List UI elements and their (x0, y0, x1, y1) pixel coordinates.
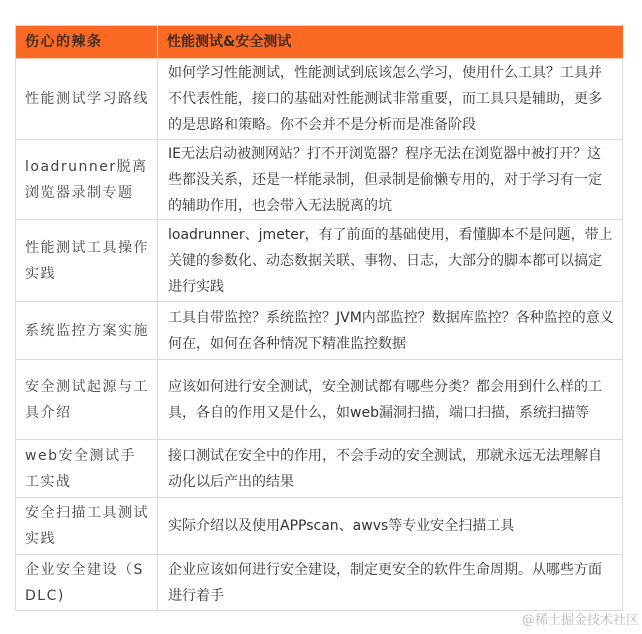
table-row (16, 302, 623, 360)
row-description: 工具自带监控？系统监控？JVM内部监控？数据库监控？各种监控的意义何在，如何在各种情况下精准监控数据 (158, 302, 623, 360)
row-topic: 企业安全建设（SDLC) (16, 555, 158, 611)
header-col-topic: 伤心的辣条 (16, 26, 158, 59)
watermark: @稀土掘金技术社区 (521, 613, 639, 628)
row-description: 实际介绍以及使用APPscan、awvs等专业安全扫描工具 (158, 498, 623, 555)
table-row (16, 555, 623, 611)
table-row (16, 59, 623, 140)
row-description: IE无法启动被测网站？打不开浏览器？程序无法在浏览器中被打开？这些都没关系，还是一样能录制，但录制是偷懒专用的，对于学习有一定的辅助作用，也会带入无法脱离的坑 (158, 140, 623, 220)
table-row (16, 360, 623, 440)
row-description: loadrunner、jmeter，有了前面的基础使用，看懂脚本不是问题，带上关键的参数化、动态数据关联、事物、日志，大部分的脚本都可以搞定进行实践 (158, 220, 623, 302)
row-description: 企业应该如何进行安全建设，制定更安全的软件生命周期。从哪些方面进行着手 (158, 555, 623, 611)
row-description: 应该如何进行安全测试，安全测试都有哪些分类？都会用到什么样的工具，各自的作用又是什么，如web漏洞扫描，端口扫描，系统扫描等 (158, 360, 623, 440)
row-topic: 性能测试工具操作实践 (16, 220, 158, 302)
table-row (16, 440, 623, 498)
row-description: 如何学习性能测试，性能测试到底该怎么学习，使用什么工具？工具并不代表性能，接口的基础对性能测试非常重要，而工具只是辅助，更多的是思路和策略。你不会并不是分析而是准备阶段 (158, 59, 623, 140)
row-topic: 系统监控方案实施 (16, 302, 158, 360)
row-description: 接口测试在安全中的作用，不会手动的安全测试，那就永远无法理解自动化以后产出的结果 (158, 440, 623, 498)
row-topic: 安全测试起源与工具介绍 (16, 360, 158, 440)
row-topic: 安全扫描工具测试实践 (16, 498, 158, 555)
row-topic: loadrunner脱离浏览器录制专题 (16, 140, 158, 220)
row-topic: 性能测试学习路线 (16, 59, 158, 140)
header-col-description: 性能测试&安全测试 (158, 26, 623, 59)
table-row (16, 140, 623, 220)
table-header-row (16, 26, 623, 59)
course-table (15, 25, 623, 611)
table-row (16, 220, 623, 302)
table-row (16, 498, 623, 555)
row-topic: web安全测试手工实战 (16, 440, 158, 498)
